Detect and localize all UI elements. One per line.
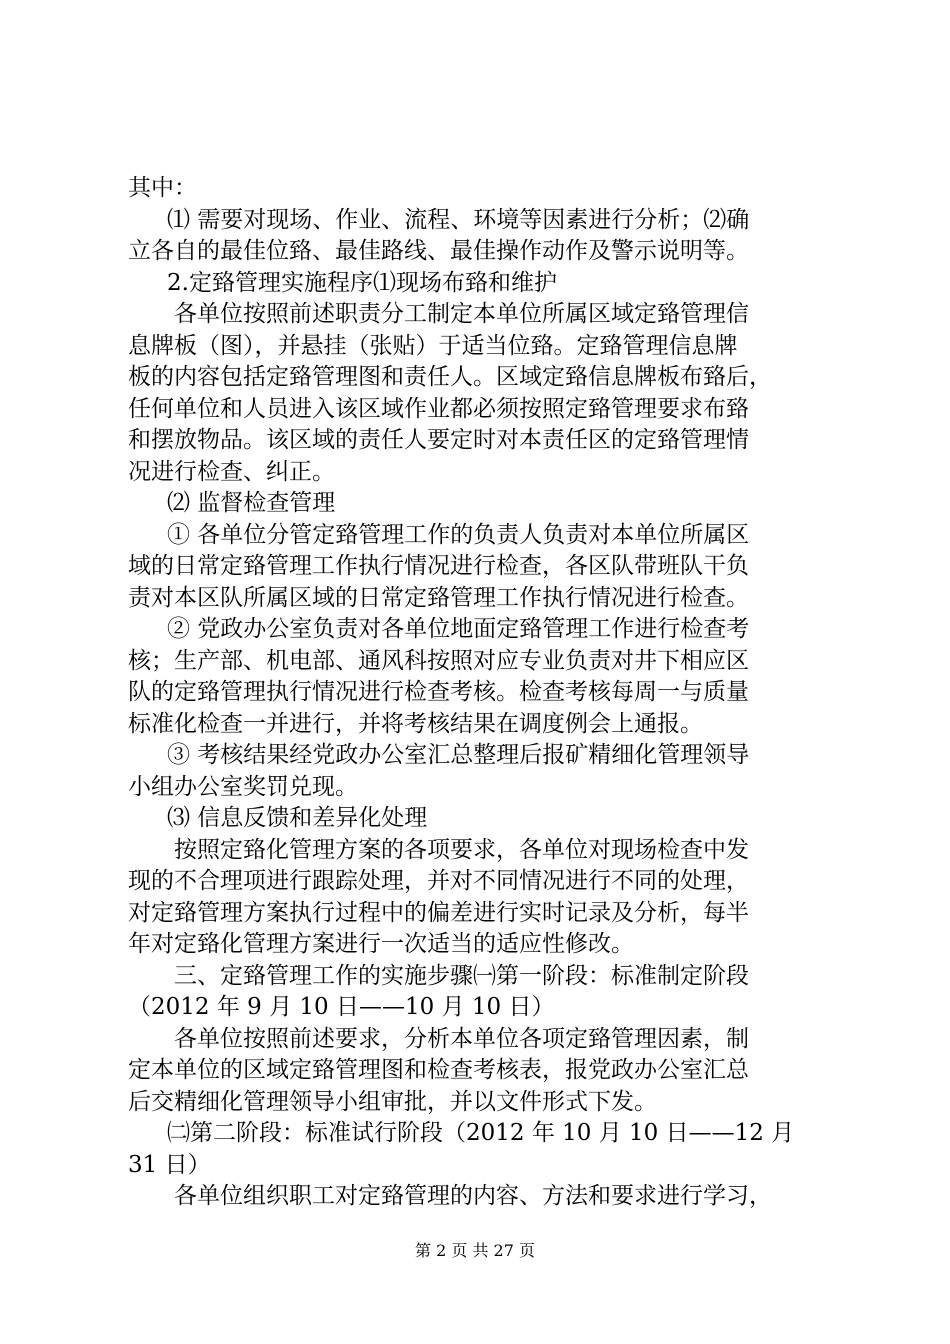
text-line: 息牌板（图），并悬挂（张贴）于适当位臵。定臵管理信息牌 xyxy=(128,332,738,359)
text-line: 责对本区队所属区域的日常定臵管理工作执行情况进行检查。 xyxy=(128,584,749,611)
text-line: 板的内容包括定臵管理图和责任人。区域定臵信息牌板布臵后， xyxy=(128,364,772,390)
text-line: 其中： xyxy=(128,175,197,201)
text-line: 队的定臵管理执行情况进行检查考核。检查考核每周一与质量 xyxy=(128,679,749,705)
text-line: ② 党政办公室负责对各单位地面定臵管理工作进行检查考 xyxy=(167,616,750,642)
text-line: 任何单位和人员进入该区域作业都必须按照定臵管理要求布臵 xyxy=(128,395,749,422)
text-line: 各单位组织职工对定臵管理的内容、方法和要求进行学习， xyxy=(174,1183,772,1209)
text-line: 况进行检查、纠正。 xyxy=(128,458,335,485)
section-heading: ㈡第二阶段：标准试行阶段（2012 年 10 月 10 日——12 月 xyxy=(167,1120,795,1146)
text-line: 现的不合理项进行跟踪处理，并对不同情况进行不同的处理， xyxy=(128,868,749,894)
text-line: 和摆放物品。该区域的责任人要定时对本责任区的定臵管理情 xyxy=(128,427,749,453)
section-heading: ⑵ 监督检查管理 xyxy=(167,490,336,516)
text-line: 各单位按照前述要求，分析本单位各项定臵管理因素，制 xyxy=(174,1025,749,1052)
text-line: 31 日） xyxy=(128,1151,211,1178)
text-line: ③ 考核结果经党政办公室汇总整理后报矿精细化管理领导 xyxy=(167,742,750,768)
section-heading: ⑶ 信息反馈和差异化处理 xyxy=(167,805,428,831)
text-line: 对定臵管理方案执行过程中的偏差进行实时记录及分析，每半 xyxy=(128,899,749,926)
text-line: ① 各单位分管定臵管理工作的负责人负责对本单位所属区 xyxy=(167,521,750,548)
text-line: 域的日常定臵管理工作执行情况进行检查，各区队带班队干负 xyxy=(128,553,749,579)
text-line: 标准化检查一并进行，并将考核结果在调度例会上通报。 xyxy=(128,710,703,737)
text-line: ⑴ 需要对现场、作业、流程、环境等因素进行分析；⑵确 xyxy=(167,206,750,233)
page-number-label: 第 2 页 共 27 页 xyxy=(415,1241,535,1260)
text-line: 小组办公室奖罚兑现。 xyxy=(128,773,358,800)
text-line: 核；生产部、机电部、通风科按照对应专业负责对井下相应区 xyxy=(128,647,749,674)
page-footer xyxy=(0,1240,950,1262)
document-body xyxy=(128,173,828,1213)
text-line: 定本单位的区域定臵管理图和检查考核表，报党政办公室汇总 xyxy=(128,1057,749,1083)
text-line: 各单位按照前述职责分工制定本单位所属区域定臵管理信 xyxy=(174,301,749,327)
section-heading: 2.定臵管理实施程序⑴现场布臵和维护 xyxy=(167,269,557,296)
text-line: 年对定臵化管理方案进行一次适当的适应性修改。 xyxy=(128,931,634,957)
text-line: （2012 年 9 月 10 日——10 月 10 日） xyxy=(128,994,555,1020)
text-line: 立各自的最佳位臵、最佳路线、最佳操作动作及警示说明等。 xyxy=(128,238,749,264)
text-line: 后交精细化管理领导小组审批，并以文件形式下发。 xyxy=(128,1088,657,1115)
section-heading: 三、定臵管理工作的实施步骤㈠第一阶段：标准制定阶段 xyxy=(174,962,749,989)
text-line: 按照定臵化管理方案的各项要求，各单位对现场检查中发 xyxy=(174,836,749,863)
